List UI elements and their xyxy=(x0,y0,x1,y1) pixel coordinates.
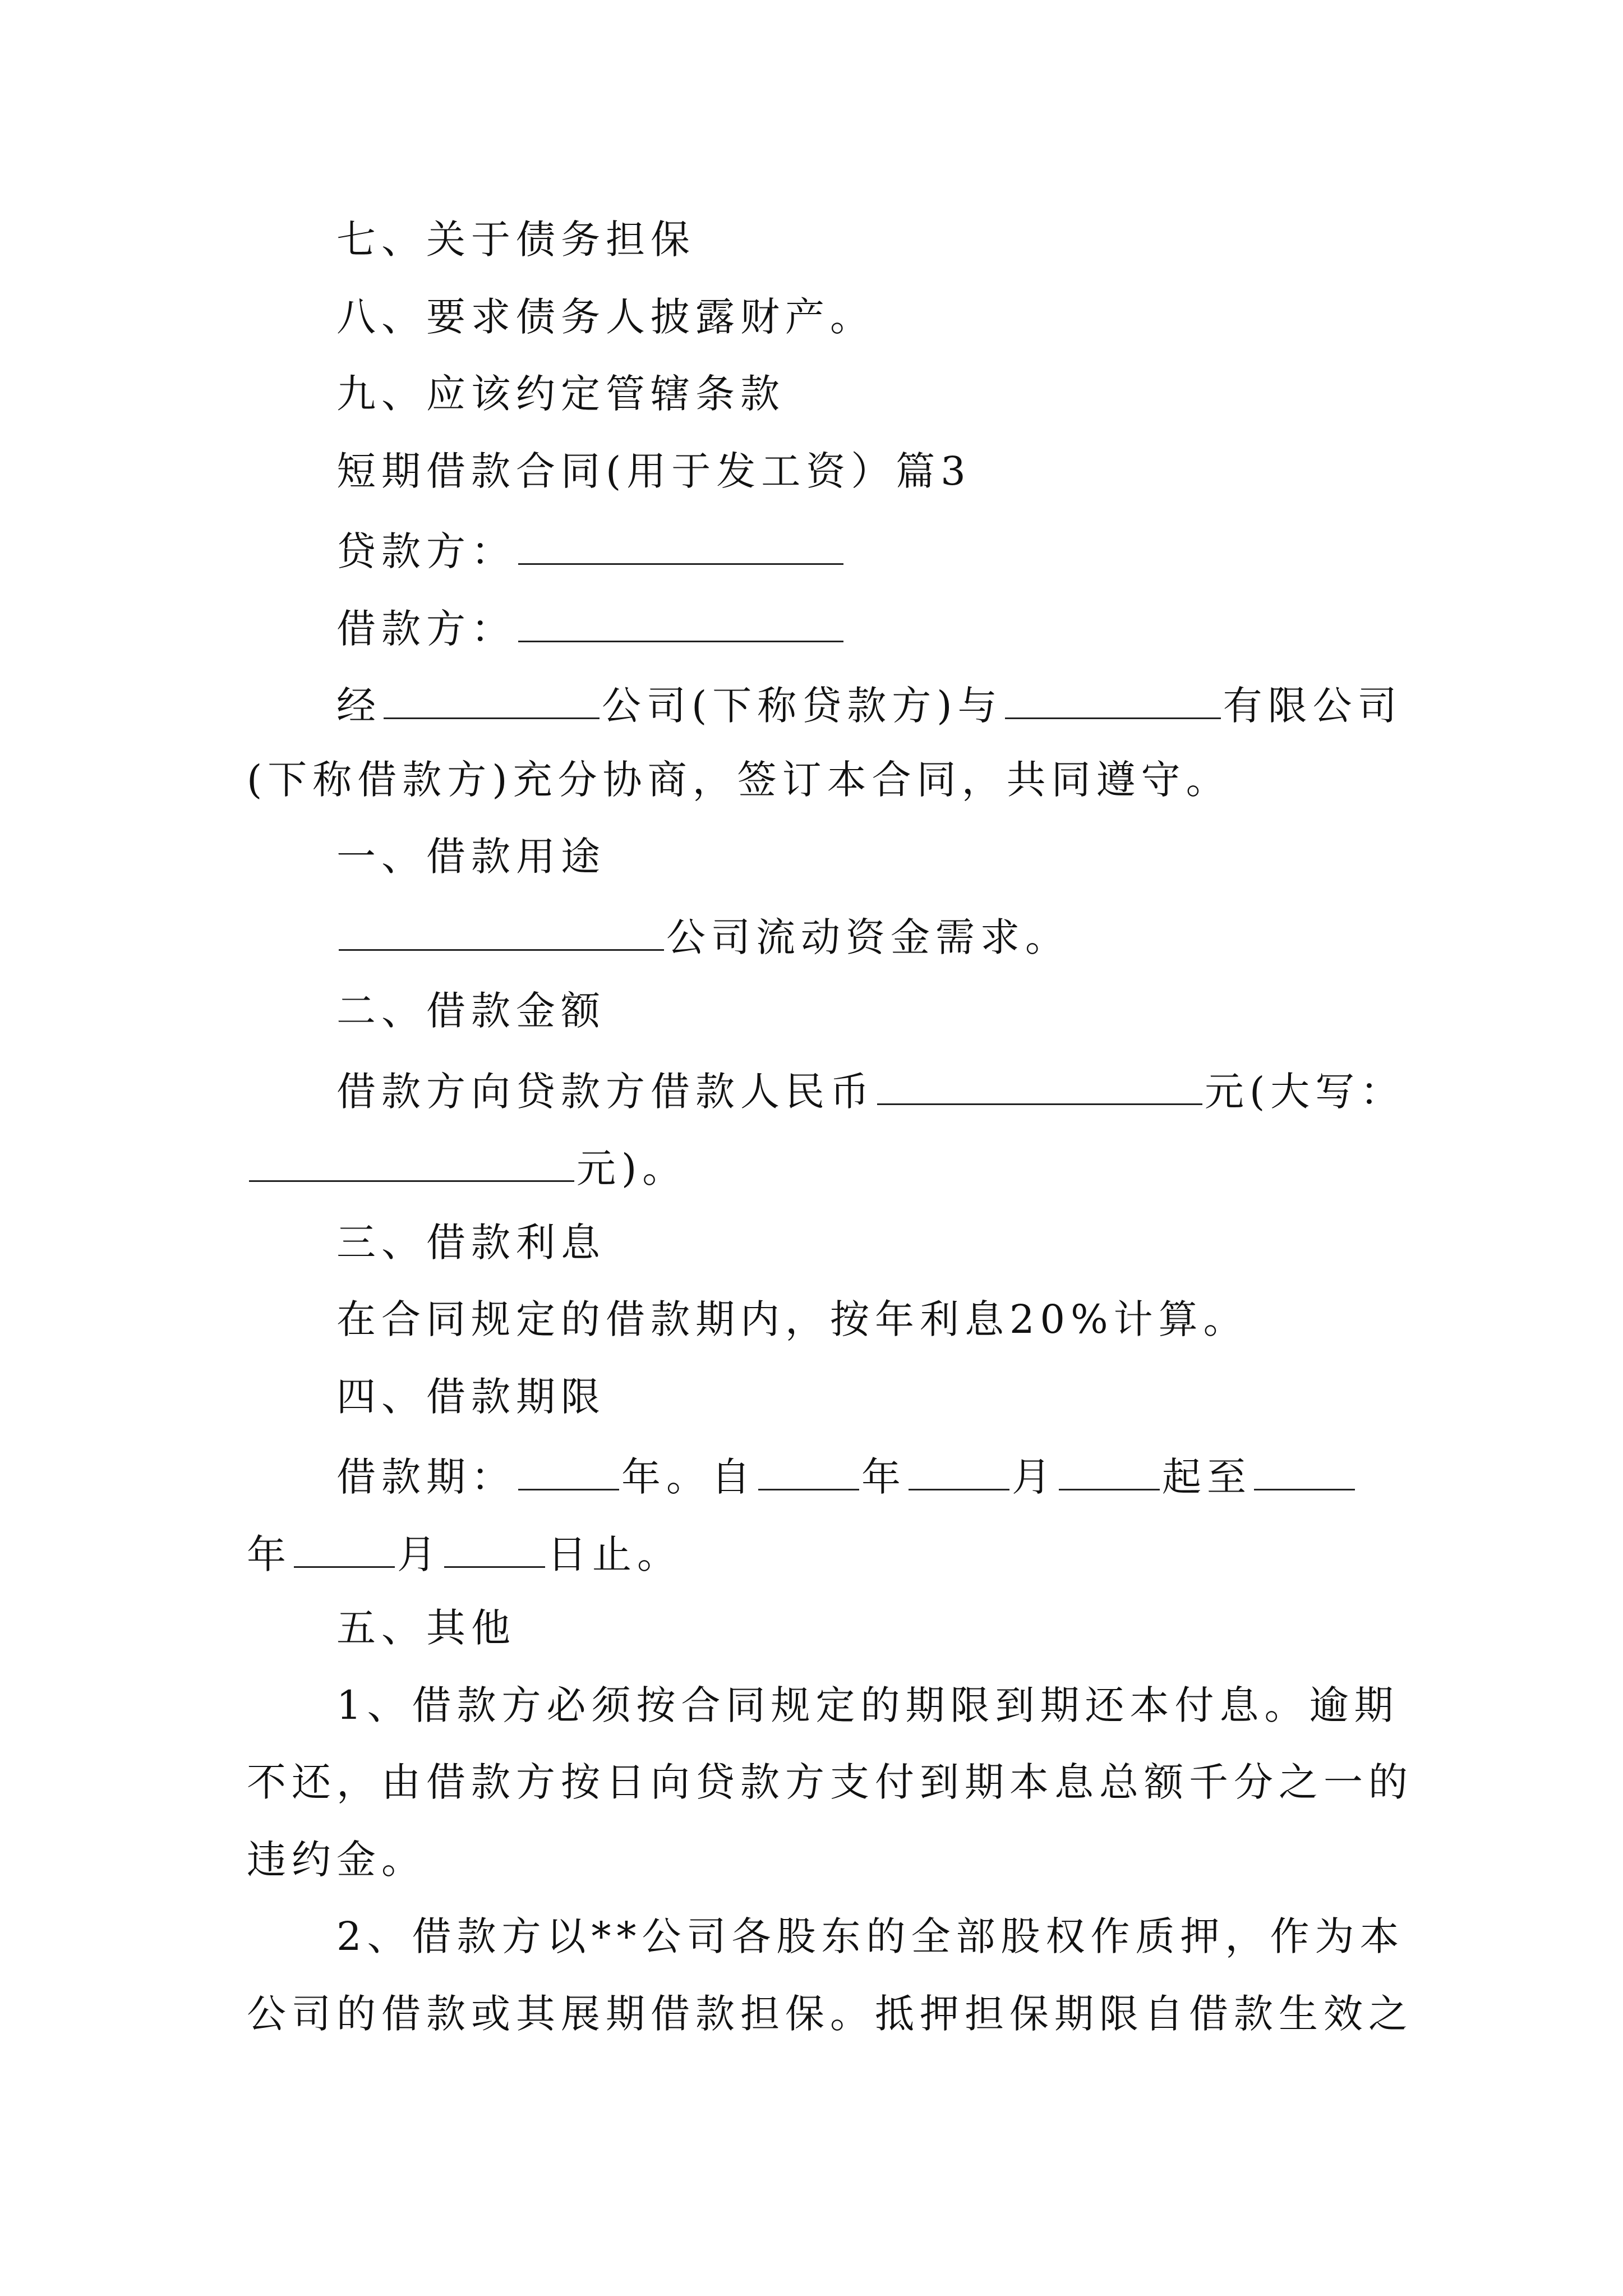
intro-line-2: (下称借款方)充分协商，签订本合同，共同遵守。 xyxy=(247,757,1231,803)
section-3-text: 在合同规定的借款期内，按年利息20%计算。 xyxy=(336,1296,1248,1342)
term-text: 月 xyxy=(397,1531,442,1577)
lender-company-blank[interactable] xyxy=(384,683,600,719)
term-text: 借款期： xyxy=(336,1454,516,1500)
intro-text: 公司(下称贷款方)与 xyxy=(602,683,1003,729)
paragraph-1-line-1: 1、借款方必须按合同规定的期限到期还本付息。逾期 xyxy=(336,1682,1399,1728)
section-2-line-2 xyxy=(247,1145,688,1191)
section-1-title: 一、借款用途 xyxy=(336,834,606,880)
start-month-blank[interactable] xyxy=(909,1454,1009,1490)
term-text: 年。自 xyxy=(621,1454,756,1500)
borrower-line xyxy=(336,606,846,652)
section-1-text xyxy=(336,914,1070,960)
paragraph-1-line-2: 不还，由借款方按日向贷款方支付到期本息总额千分之一的 xyxy=(247,1759,1413,1805)
amount-text: 借款方向贷款方借款人民币 xyxy=(336,1069,875,1115)
end-day-blank[interactable] xyxy=(444,1531,545,1568)
intro-text: 经 xyxy=(336,683,381,729)
end-year-blank[interactable] xyxy=(1254,1454,1355,1490)
term-years-blank[interactable] xyxy=(518,1454,619,1490)
paragraph-1-line-3: 违约金。 xyxy=(247,1837,426,1883)
term-text: 起至 xyxy=(1162,1454,1252,1500)
section-4-line-2 xyxy=(247,1531,682,1577)
borrower-blank[interactable] xyxy=(518,606,843,642)
term-text: 年 xyxy=(247,1531,292,1577)
section-2-title: 二、借款金额 xyxy=(336,988,606,1034)
section-2-line-1 xyxy=(336,1069,1405,1115)
term-text: 年 xyxy=(861,1454,906,1500)
clause-9: 九、应该约定管辖条款 xyxy=(336,371,785,417)
amount-text: 元(大写： xyxy=(1205,1069,1405,1115)
start-day-blank[interactable] xyxy=(1059,1454,1160,1490)
end-month-blank[interactable] xyxy=(294,1531,395,1568)
amount-text: 元)。 xyxy=(577,1145,688,1191)
lender-blank[interactable] xyxy=(518,528,843,565)
clause-7: 七、关于债务担保 xyxy=(336,217,695,263)
amount-words-blank[interactable] xyxy=(249,1145,574,1182)
section-4-title: 四、借款期限 xyxy=(336,1374,606,1420)
term-text: 月 xyxy=(1012,1454,1057,1500)
intro-text: 有限公司 xyxy=(1223,683,1403,729)
start-year-blank[interactable] xyxy=(758,1454,859,1490)
contract-title: 短期借款合同(用于发工资）篇3 xyxy=(336,448,971,494)
paragraph-2-line-2: 公司的借款或其展期借款担保。抵押担保期限自借款生效之 xyxy=(247,1991,1413,2037)
purpose-text: 公司流动资金需求。 xyxy=(666,914,1070,960)
intro-line-1 xyxy=(336,683,1403,729)
purpose-blank[interactable] xyxy=(339,914,664,951)
section-3-title: 三、借款利息 xyxy=(336,1220,606,1266)
section-4-line-1 xyxy=(336,1454,1357,1500)
term-text: 日止。 xyxy=(547,1531,682,1577)
clause-8: 八、要求债务人披露财产。 xyxy=(336,294,875,340)
lender-label: 贷款方： xyxy=(336,528,516,574)
lender-line xyxy=(336,528,846,574)
paragraph-2-line-1: 2、借款方以**公司各股东的全部股权作质押，作为本 xyxy=(336,1913,1405,1959)
section-5-title: 五、其他 xyxy=(336,1605,516,1651)
borrower-company-blank[interactable] xyxy=(1005,683,1221,719)
borrower-label: 借款方： xyxy=(336,606,516,652)
amount-blank[interactable] xyxy=(877,1069,1202,1105)
